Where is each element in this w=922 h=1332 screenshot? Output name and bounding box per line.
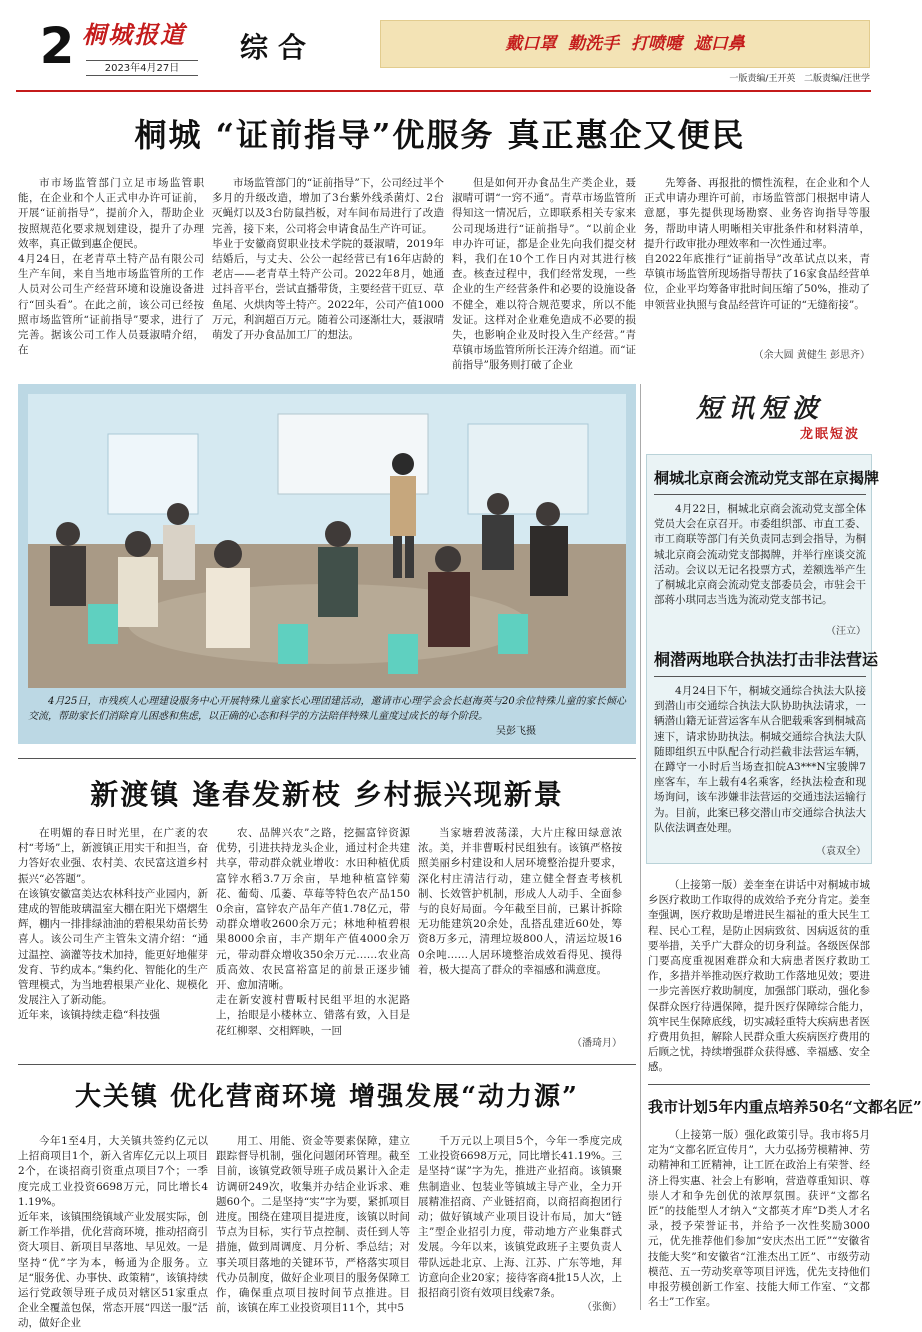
page-number: 2 xyxy=(39,17,75,75)
article3-byline: （张衡） xyxy=(582,1302,622,1313)
article2-col-1: 在明媚的春日时光里，在广袤的农村“考场”上，新渡镇正用实干和担当，奋力答好农业强、农村美、农民富这道乡村振兴“必答题”。 在该镇安徽富美达农林科技产业园内，新建成的智能玻璃温室大棚在阳光下熠熠生辉，棚内一排排绿油油的碧根果幼苗长势喜人。该公司生产主管朱文清介绍：“通过温控、滴灌等技术加持，能更好地催芽发育、节约成本。”集约化、智能化的生产管理模式，为当地碧根果产业化、规模化发展注入了新动能。 近年来，该镇持续走稳“科技强 xyxy=(18,827,208,1022)
masthead-rule xyxy=(16,90,871,92)
story1-title-rule xyxy=(654,494,866,495)
lead-headline: 桐城 “证前指导”优服务 真正惠企又便民 xyxy=(134,116,746,154)
article2-top-rule xyxy=(18,758,636,759)
issue-date: 2023年4月27日 xyxy=(86,60,198,76)
article3-col-3: 千万元以上项目5个，今年一季度完成工业投资6698万元，同比增长41.19%。三是坚持“谋”字为先，推进产业招商。该镇聚焦制造业、包装业等镇域主导产业，全力开展精准招商、产业链招商，以商招商抱团行动；做好镇域产业项目设计布局，加大“链主”型企业招引力度，带动地方产业集群式发展。今年以来，该镇党政班子主要负责人带队远赴北京、上海、江苏、广东等地，拜访意向企业20家；接待客商4批15人次，上报招商引资有效项目线索7条。 xyxy=(418,1135,622,1300)
sidebar-banner-sub: 龙眠短波 xyxy=(799,427,860,442)
story4-top-rule xyxy=(648,1084,870,1085)
section-name: 综合 xyxy=(240,31,317,64)
lead-col-1: 市市场监管部门立足市场监管职能，在企业和个人正式申办许可证前，开展“证前指导”，提前介入，帮助企业按照规范化要求规划建设，提升了办理效率，真正做到惠企便民。 4月24日，在老青草土特产品有限公司生产车间，来自当地市场监管所的工作人员对公司生产经营环境和设施设备进行“回头看”。在此之前，该公司已经按照市场监管所“证前指导”要求，进行了完善。据该公司工作人员聂淑晴介绍，在 xyxy=(18,177,204,357)
article2-col-3: 当家塘碧波荡漾，大片庄稼田绿意浓浓。美，并非曹畈村民组独有。该镇严格按照美丽乡村建设和人居环境整治提升要求，深化村庄清洁行动，建立健全督查考核机制、长效管护机制，形成人人动手、全面参与的良好局面。今年截至目前，已累计拆除无功能建筑20余处，乱搭乱建近60处，筹资8万多元，清理垃圾800人，清运垃圾160余吨……人居环境整治成效看得见、摸得着，极大提高了群众的幸福感和满意度。 xyxy=(418,827,622,976)
paper-name: 桐城报道 xyxy=(82,20,186,49)
photo-caption-text: 4月25日，市残疾人心理建设服务中心开展特殊儿童家长心理团建活动，邀请市心理学会会长赵海英与20余位特殊儿童的家长倾心交流，帮助家长们消除育儿困惑和焦虑，以正确的心态和科学的方法陪伴特殊儿童度过成长的每个阶段。 xyxy=(28,696,626,722)
story1-byline: （汪立） xyxy=(826,626,866,637)
photo-credit: 吴彭飞摄 xyxy=(496,726,536,737)
article2-byline: （潘琦月） xyxy=(572,1038,622,1049)
story4-body: （上接第一版）强化政策引导。我市将5月定为“文都名匠宣传月”，大力弘扬劳模精神、劳动精神和工匠精神，让工匠在政治上有荣誉、经济上得实惠、社会上有影响，营造尊重知识、尊崇人才和争先创优的浓厚氛围。获评“文都名匠”的技能型人才纳入“文都英才库”D类人才名录，授予荣誉证书，并给予一次性奖励3000元，优先推荐他们参加“安庆杰出工匠”“安徽省技能大奖”和安徽省“江淮杰出工匠”、市级劳动模范、五一劳动奖章等项目评选，优先支持他们申报劳模创新工作室、技能大师工作室、“文都名士”工作室。 xyxy=(648,1129,870,1309)
article3-col-2: 用工、用能、资金等要素保障，建立跟踪督导机制，强化问题闭环管理。截至目前，该镇党政领导班子成员累计入企走访调研249次，收集并办结企业诉求、难题60个。二是坚持“实”字为要，紧抓项目进度。围绕在建项目提进度，该镇以时间节点为目标，实行节点控制、责任到人等措施，做到周调度、月分析、季总结；对事关项目落地的关键环节，严格落实项目代办员制度，做好企业项目的服务保障工作，确保重点项目按时间节点推进。目前，该镇在库工业投资项目11个，其中5 xyxy=(216,1135,410,1315)
story2-byline: （袁双全） xyxy=(816,846,866,857)
lead-col-3: 但是如何开办食品生产类企业，聂淑晴可谓“一窍不通”。青草市场监管所得知这一情况后，立即联系相关专家来公司现场进行“证前指导”。“以前企业申办许可证，都是企业先向我们提交材料，我们在10个工作日内对其进行核查。核查过程中，我们经常发现，一些企业的生产经营条件和必要的设施设备不健全，难以符合规范要求，所以不能发证。这样对企业难免造成不必要的损失，也影响企业及时投入生产经营。”青草镇市场监管所所长汪涛介绍道。而“证前指导”服务则打破了企业 xyxy=(452,177,636,372)
editors: 一版责编/王开英 二版责编/汪世学 xyxy=(729,74,870,84)
story3-body: （上接第一版）姜奎奎在讲话中对桐城市城乡医疗救助工作取得的成效给予充分肯定。姜奎奎强调，医疗救助是增进民生福祉的重大民生工程、民心工程，是防止因病致贫、因病返贫的重要举措，关乎广大群众的切身利益。各级医保部门要高度重视困难群众和大病患者医疗救助工作，多措并举推动医疗救助工作落地见效；要进一步完善医疗救助制度，加强部门联动，强化参保群众医疗待遇保障，提升医疗保障综合能力，筑牢民生保障底线，切实减轻重特大疾病患者医疗费用负担，解除人民群众重大疾病医疗费用的后顾之忧，持续增强群众获得感、幸福感、安全感。 xyxy=(648,879,870,1074)
story2-title: 桐潜两地联合执法打击非法营运 xyxy=(654,650,879,669)
sidebar-banner xyxy=(650,388,870,448)
article3-headline: 大关镇 优化营商环境 增强发展“动力源” xyxy=(74,1082,579,1112)
story1-title: 桐城北京商会流动党支部在京揭牌 xyxy=(654,469,880,487)
lead-col-2: 市场监管部门的“证前指导”下，公司经过半个多月的升级改造，增加了3台紫外线杀菌灯、2台灭蝇灯以及3台防鼠挡板，对车间布局进行了改造完善，接下来，公司将会申请食品生产许可证。 毕业于安徽商贸职业技术学院的聂淑晴，2019年结婚后，与丈夫、公公一起经营已有16年店龄的老店——老青草土特产公司。2022年8月，她通过抖音平台，尝试直播带货，主要经营干豇豆、草鱼尾、火烘肉等土特产。2022年，公司产值1000万元，利润超百万元。随着公司逐渐壮大，聂淑晴萌发了开办食品加工厂的想法。 xyxy=(212,177,444,342)
story2-title-rule xyxy=(654,676,866,677)
photo-caption xyxy=(28,694,626,740)
article2-headline: 新渡镇 逢春发新枝 乡村振兴现新景 xyxy=(90,778,564,811)
masthead xyxy=(0,0,887,90)
lead-col-4: 先筹备、再报批的惯性流程，在企业和个人正式申请办理许可前，市场监管部门根据申请人意愿，事先提供现场勘察、业务咨询指导等服务，帮助申请人明晰相关审批条件和材料清单，提升行政审批办理效率和一次性通过率。 自2022年底推行“证前指导”改革试点以来，青草镇市场监管所现场指导帮扶了16家食品经营单位，企业平均筹备审批时间压缩了50%，推动了申领营业执照与食品经营许可证的“无缝衔接”。 xyxy=(644,177,870,311)
story1-body: 4月22日，桐城北京商会流动党支部全体党员大会在京召开。市委组织部、市直工委、市工商联等部门有关负责同志到会指导，为桐城北京商会流动党支部揭牌，并举行座谈交流活动。会议以无记名投票方式，差额选举产生了桐城北京商会流动党支部委员会，市驻会干部蒋小琪同志当选为流动党支部书记。 xyxy=(654,503,866,607)
story4-title: 我市计划5年内重点培养50名“文都名匠” xyxy=(648,1098,922,1116)
photo-illustration xyxy=(28,394,626,688)
column-divider xyxy=(640,384,641,1310)
story2-body: 4月24日下午，桐城交通综合执法大队接到潜山市交通综合执法大队协助执法请求，一辆潜山籍无证营运客车从合肥载乘客到桐城高速下，请求协助执法。桐城交通综合执法大队随即组织五中队配合行动拦截非法营运车辆，在蹲守一小时后当场查扣皖A3***N宝骏牌7座客车，车上载有4名乘客，经执法检查和现场询问，该车涉嫌非法营运的交通违法运输行为。目前，此案已移交潜山市交通综合执法大队依法调查处理。 xyxy=(654,685,866,834)
article3-col-1: 今年1至4月，大关镇共签约亿元以上招商项目1个，新入省库亿元以上项目2个，在谈招商引资重点项目7个；一季度完成工业投资6698万元，同比增长41.19%。 近年来，该镇围绕镇域产业发展实际，创新工作举措，优化营商环境，推动招商引资大项目、新项目早落地、早见效。一是坚持“优”字为本，畅通为企服务。立足“服务优、办事快、政策精”，该镇持续运行党政领导班子成员对辖区51家重点企业全覆盖包保，常态开展“四送一服”活动，做好企业 xyxy=(18,1135,208,1330)
sidebar-banner-title: 短讯短波 xyxy=(695,394,824,424)
photo xyxy=(28,394,626,688)
article2-col-2: 农、品牌兴农”之路，挖掘富锌资源优势，引进扶持龙头企业，通过村企共建共享，带动群众就业增收：水田种植优质富锌水稻3.7万余亩，旱地种植富锌菊花、葡萄、瓜萎、草莓等特色农产品1500余亩，富锌农产品年产值1.78亿元，带动群众增收2600余万元；林地种植碧根果8000余亩，丰产期年产值4000余万元，带动群众增收350余万元……农业高质高效、农民富裕富足的前景正逐步铺开、愈加清晰。 走在新安渡村曹畈村民组平坦的水泥路上，抬眼是小楼林立、错落有致，入目是花红柳翠、交相辉映，一回 xyxy=(216,827,410,1037)
lead-byline: （余大圆 黄健生 彭思齐） xyxy=(753,350,870,361)
article3-top-rule xyxy=(18,1064,636,1065)
slogan: 戴口罩 勤洗手 打喷嚏 遮口鼻 xyxy=(505,34,745,54)
